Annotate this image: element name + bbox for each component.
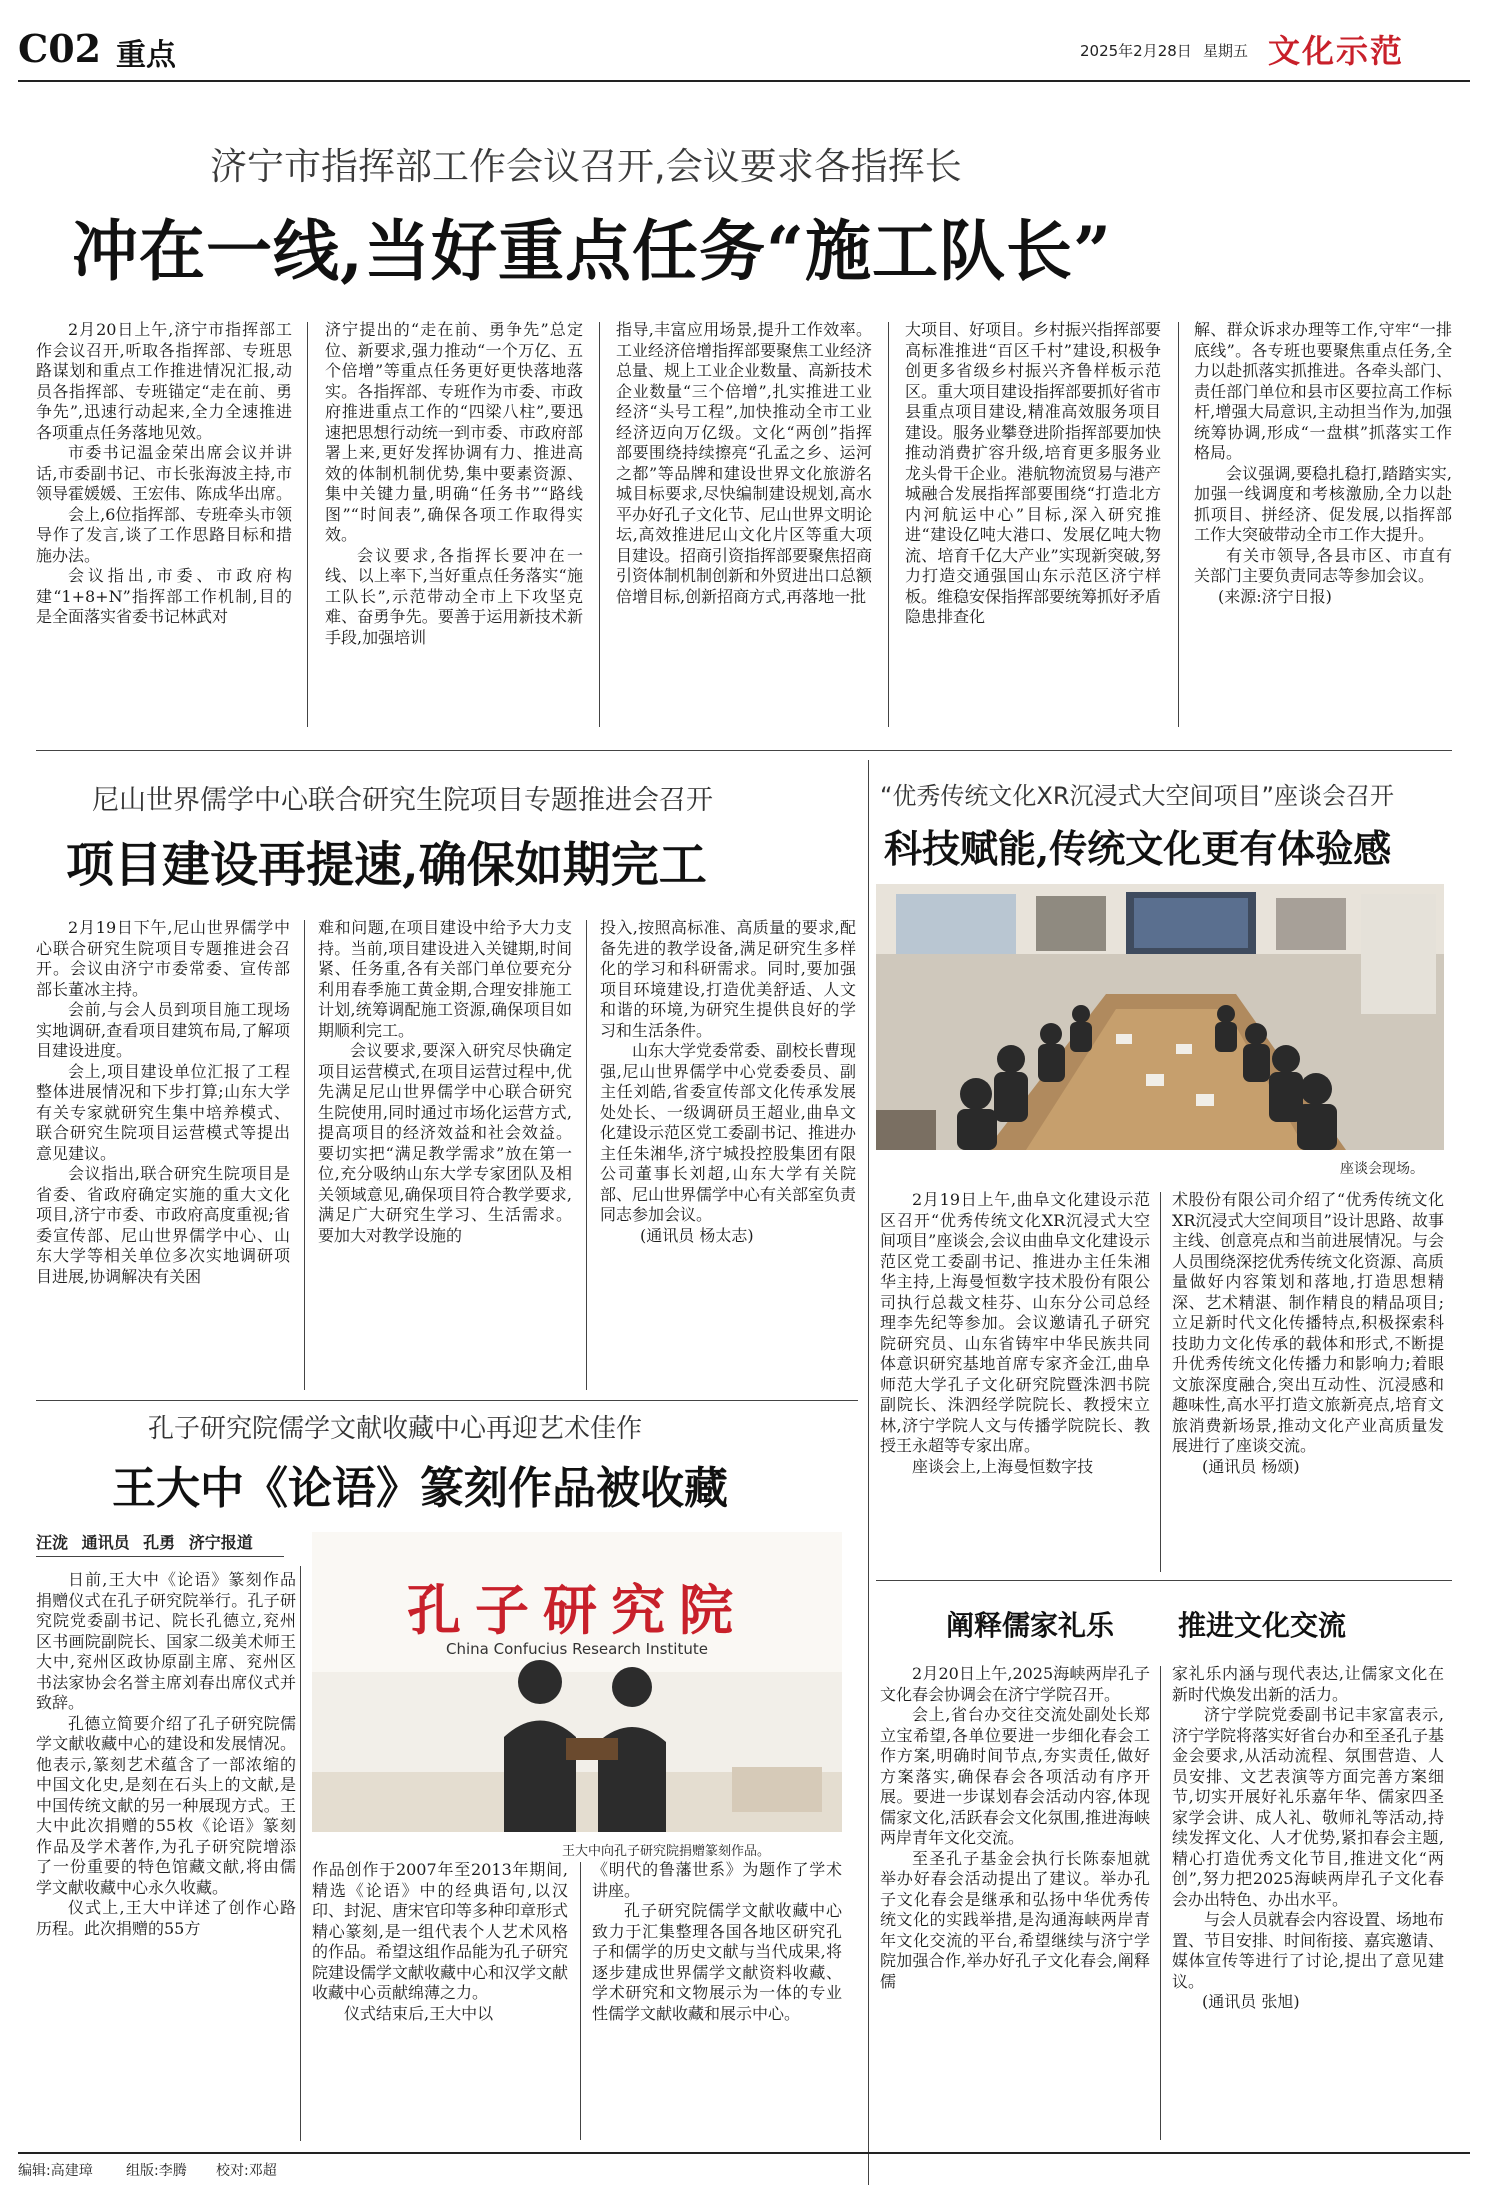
article2-title: 项目建设再提速,确保如期完工	[66, 837, 707, 893]
article2-col2	[318, 918, 572, 1392]
article3-subtitle: “优秀传统文化XR沉浸式大空间项目”座谈会召开	[880, 782, 1394, 810]
article1-col4	[905, 320, 1161, 730]
institute-sign-en: China Confucius Research Institute	[446, 1640, 708, 1658]
paragraph: 2月19日下午,尼山世界儒学中心联合研究生院项目专题推进会召开。会议由济宁市委常委、宣传部部长董冰主持。	[36, 918, 290, 999]
paragraph: 座谈会上,上海曼恒数字技	[912, 1456, 1094, 1476]
article5-col1	[880, 1664, 1150, 2144]
paragraph: 术股份有限公司介绍了“优秀传统文化XR沉浸式大空间项目”设计思路、故事主线、创意亮点和当前进展情况。与会人员围绕深挖优秀传统文化资源、高质量做好内容策划和落地,打造思想精深、艺术精湛、制作精良的精品项目;立足新时代文化传播特点,积极探索科技助力文化传承的载体和形式,不断提升优秀传统文化传播力和影响力;着眼文旅深度融合,突出互动性、沉浸感和趣味性,高水平打造文旅新亮点,培育文旅消费新场景,推动文化产业高质量发展进行了座谈交流。	[1172, 1190, 1444, 1455]
meeting-room-illustration	[876, 884, 1444, 1150]
article1-col3	[616, 320, 872, 730]
section-divider	[36, 1400, 858, 1401]
article2-col1	[36, 918, 290, 1392]
paragraph: 山东大学党委常委、副校长曹现强,尼山世界儒学中心党委委员、副主任刘皓,省委宣传部文化传承发展处处长、一级调研员王超业,曲阜文化建设示范区党工委副书记、推进办主任朱湘华,济宁城投控股集团有限公司董事长刘超,山东大学有关院部、尼山世界儒学中心有关部室负责同志参加会议。	[600, 1041, 856, 1224]
donation-photo-caption: 王大中向孔子研究院捐赠篆刻作品。	[562, 1844, 771, 1859]
paragraph: 与会人员就春会内容设置、场地布置、节目安排、时间衔接、嘉宾邀请、媒体宣传等进行了讨论,提出了意见建议。	[1172, 1910, 1444, 1991]
paragraph: 投入,按照高标准、高质量的要求,配备先进的教学设备,满足研究生多样化的学习和科研需求。同时,要加强项目环境建设,打造优美舒适、人文和谐的环境,为研究生提供良好的学习和生活条件。	[600, 918, 856, 1040]
column-rule	[1160, 1192, 1161, 1572]
paragraph: 至圣孔子基金会执行长陈泰旭就举办好春会活动提出了建议。举办孔子文化春会是继承和弘扬中华优秀传统文化的实践举措,是沟通海峡两岸青年文化交流的平台,希望继续与济宁学院加强合作,举办好孔子文化春会,阐释儒	[880, 1848, 1150, 1991]
section-divider	[868, 760, 869, 2185]
paragraph: 难和问题,在项目建设中给予大力支持。当前,项目建设进入关键期,时间紧、任务重,各有关部门单位要充分利用春季施工黄金期,合理安排施工计划,统筹调配施工资源,确保项目如期顺利完工。	[318, 918, 572, 1040]
paragraph: 会前,与会人员到项目施工现场实地调研,查看项目建筑布局,了解项目建设进度。	[36, 1000, 290, 1060]
article4-col1	[36, 1570, 296, 2142]
column-rule	[599, 322, 600, 727]
article1-source: (来源:济宁日报)	[1218, 586, 1332, 606]
paragraph: 孔子研究院儒学文献收藏中心致力于汇集整理各国各地区研究孔子和儒学的历史文献与当代成果,将逐步建成世界儒学文献资料收藏、学术研究和文物展示为一体的专业性儒学文献收藏和展示中心。	[592, 1901, 842, 2023]
article3-col1	[880, 1190, 1150, 1575]
article3-title: 科技赋能,传统文化更有体验感	[884, 826, 1392, 871]
page-code: C02	[18, 26, 102, 71]
article3-source: (通讯员 杨颂)	[1202, 1456, 1300, 1476]
paragraph: 会议要求,各指挥长要冲在一线、以上率下,当好重点任务落实“施工队长”,示范带动全市上下攻坚克难、奋勇争先。要善于运用新技术新手段,加强培训	[325, 545, 583, 647]
article5-source: (通讯员 张旭)	[1202, 1992, 1300, 2011]
column-rule	[888, 322, 889, 727]
article1-title: 冲在一线,当好重点任务“施工队长”	[72, 212, 1112, 290]
byline-rule	[36, 1556, 284, 1557]
article2-subtitle: 尼山世界儒学中心联合研究生院项目专题推进会召开	[92, 785, 713, 816]
article1-subtitle: 济宁市指挥部工作会议召开,会议要求各指挥长	[210, 145, 962, 188]
article4-col3	[592, 1860, 842, 2142]
section-divider	[876, 1580, 1452, 1581]
footer-editor: 编辑:高建璋	[18, 2163, 93, 2179]
article4-title: 王大中《论语》篆刻作品被收藏	[112, 1463, 728, 1514]
article5-col2	[1172, 1664, 1444, 2144]
issue-date: 2025年2月28日	[1080, 42, 1192, 60]
paragraph: 指导,丰富应用场景,提升工作效率。工业经济倍增指挥部要聚焦工业经济总量、规上工业企业数量、高新技术企业数量“三个倍增”,扎实推进工业经济“头号工程”,加快推动全市工业经济迈向万亿级。文化“两创”指挥部要围绕持续擦亮“孔孟之乡、运河之都”等品牌和建设世界文化旅游名城目标要求,尽快编制建设规划,高水平办好孔子文化节、尼山世界文明论坛,高效推进尼山文化片区等重大项目建设。招商引资指挥部要聚焦招商引资体制机制创新和外贸进出口总额倍增目标,创新招商方式,再落地一批	[616, 320, 872, 606]
paragraph: 《明代的鲁藩世系》为题作了学术讲座。	[592, 1860, 842, 1900]
column-rule	[307, 322, 308, 727]
column-rule	[1178, 322, 1179, 727]
paragraph: 家礼乐内涵与现代表达,让儒家文化在新时代焕发出新的活力。	[1172, 1664, 1444, 1704]
institute-sign: 孔子研究院	[407, 1578, 747, 1642]
paragraph: 2月19日上午,曲阜文化建设示范区召开“优秀传统文化XR沉浸式大空间项目”座谈会,会议由曲阜文化建设示范区党工委副书记、推进办主任朱湘华主持,上海曼恒数字技术股份有限公司执行总裁文桂芬、山东分公司总经理李先纪等参加。会议邀请孔子研究院研究员、山东省铸牢中华民族共同体意识研究基地首席专家齐金江,曲阜师范大学孔子文化研究院暨洙泗书院副院长、洙泗经学院院长、教授宋立林,济宁学院人文与传播学院院长、教授王永超等专家出席。	[880, 1190, 1150, 1455]
section-name: 重点	[116, 38, 176, 73]
section-divider	[36, 750, 1452, 751]
article4-byline: 汪泷 通讯员 孔勇 济宁报道	[36, 1533, 253, 1552]
footer-layout: 组版:李腾	[126, 2163, 187, 2179]
article3-col2	[1172, 1190, 1444, 1575]
header-rule	[18, 80, 1470, 82]
article1-col2	[325, 320, 583, 730]
paragraph: 2月20日上午,2025海峡两岸孔子文化春会协调会在济宁学院召开。	[880, 1664, 1150, 1704]
paragraph: 济宁提出的“走在前、勇争先”总定位、新要求,强力推动“一个万亿、五个倍增”等重点任务更好更快落地落实。各指挥部、专班作为市委、市政府推进重点工作的“四梁八柱”,要迅速把思想行动统一到市委、市政府部署上来,更好发挥协调有力、推进高效的体制机制优势,集中要素资源、集中关键力量,明确“任务书”“路线图”“时间表”,确保各项工作取得实效。	[325, 320, 583, 544]
article2-col3	[600, 918, 856, 1392]
footer-rule	[18, 2152, 1470, 2154]
article2-source: (通讯员 杨太志)	[640, 1225, 754, 1245]
paragraph: 仪式结束后,王大中以	[344, 2003, 494, 2023]
donation-photo	[312, 1532, 842, 1832]
footer-proof: 校对:邓超	[216, 2163, 277, 2179]
paragraph: 仪式上,王大中详述了创作心路历程。此次捐赠的55方	[36, 1898, 296, 1938]
meeting-photo-caption: 座谈会现场。	[1340, 1161, 1424, 1177]
issue-weekday: 星期五	[1203, 42, 1249, 60]
column-rule	[1160, 1666, 1161, 2140]
paragraph: 会议强调,要稳扎稳打,踏踏实实,加强一线调度和考核激励,全力以赴抓项目、拼经济、促发展,以指挥部工作大突破带动全市工作大提升。	[1194, 463, 1452, 544]
column-rule	[580, 1862, 581, 2140]
column-rule	[304, 920, 305, 1390]
article4-subtitle: 孔子研究院儒学文献收藏中心再迎艺术佳作	[148, 1414, 643, 1444]
paragraph: 有关市领导,各县市区、市直有关部门主要负责同志等参加会议。	[1194, 545, 1452, 585]
paragraph: 会上,项目建设单位汇报了工程整体进展情况和下步打算;山东大学有关专家就研究生集中培养模式、联合研究生院项目运营模式等提出意见建议。	[36, 1061, 290, 1163]
paragraph: 会上,6位指挥部、专班牵头市领导作了发言,谈了工作思路目标和措施办法。	[36, 504, 292, 565]
paragraph: 大项目、好项目。乡村振兴指挥部要高标准推进“百区千村”建设,积极争创更多省级乡村振兴齐鲁样板示范区。重大项目建设指挥部要抓好省市县重点项目建设,精准高效服务项目建设。服务业攀登进阶指挥部要加快推动消费扩容升级,培育更多服务业龙头骨干企业。港航物流贸易与港产城融合发展指挥部要围绕“打造北方内河航运中心”目标,深入研究推进“建设亿吨大港口、发展亿吨大物流、培育千亿大产业”实现新突破,努力打造交通强国山东示范区济宁样板。维稳安保指挥部要统筹抓好矛盾隐患排查化	[905, 320, 1161, 626]
paragraph: 会议要求,要深入研究尽快确定项目运营模式,在项目运营过程中,优先满足尼山世界儒学中心联合研究生院使用,同时通过市场化运营方式,提高项目的经济效益和社会效益。要切实把“满足教学需求”放在第一位,充分吸纳山东大学专家团队及相关领域意见,确保项目符合教学要求,满足广大研究生学习、生活需求。要加大对教学设施的	[318, 1041, 572, 1245]
article4-col2	[312, 1860, 568, 2142]
paragraph: 日前,王大中《论语》篆刻作品捐赠仪式在孔子研究院举行。孔子研究院党委副书记、院长孔德立,兖州区书画院副院长、国家二级美术师王大中,兖州区政协原副主席、兖州区书法家协会名誉主席刘春出席仪式并致辞。	[36, 1570, 296, 1712]
article5-title-right: 推进文化交流	[1178, 1609, 1347, 1642]
paragraph: 济宁学院党委副书记丰家富表示,济宁学院将落实好省台办和至圣孔子基金会要求,从活动流程、氛围营造、人员安排、文艺表演等方面完善方案细节,切实开展好礼乐嘉年华、儒家四圣家学会讲、成人礼、敬师礼等活动,持续发挥文化、人才优势,紧扣春会主题,精心打造优秀文化节目,推进文化“两创”,努力把2025海峡两岸孔子文化春会办出特色、办出水平。	[1172, 1705, 1444, 1909]
paragraph: 孔德立简要介绍了孔子研究院儒学文献收藏中心的建设和发展情况。他表示,篆刻艺术蕴含了一部浓缩的中国文化史,是刻在石头上的文献,是中国传统文献的另一种展现方式。王大中此次捐赠的55枚《论语》篆刻作品及学术著作,为孔子研究院增添了一份重要的特色馆藏文献,将由儒学文献收藏中心永久收藏。	[36, 1713, 296, 1897]
article1-col5	[1194, 320, 1452, 730]
paragraph: 解、群众诉求办理等工作,守牢“一排底线”。各专班也要聚焦重点任务,全力以赴抓落实抓推进。各牵头部门、责任部门单位和县市区要拉高工作标杆,增强大局意识,主动担当作为,加强统筹协调,形成“一盘棋”抓落实工作格局。	[1194, 320, 1452, 462]
paragraph: 会议指出,联合研究生院项目是省委、省政府确定实施的重大文化项目,济宁市委、市政府高度重视;省委宣传部、尼山世界儒学中心、山东大学等相关单位多次实地调研项目进展,协调解决有关困	[36, 1164, 290, 1286]
paragraph: 2月20日上午,济宁市指挥部工作会议召开,听取各指挥部、专班思路谋划和重点工作推进情况汇报,动员各指挥部、专班锚定“走在前、勇争先”,迅速行动起来,全力全速推进各项重点任务落地见效。	[36, 320, 292, 442]
column-rule	[586, 920, 587, 1390]
masthead-logo: 文化示范	[1268, 32, 1405, 70]
article1-col1	[36, 320, 292, 730]
column-rule	[300, 1566, 301, 2141]
paragraph: 市委书记温金荣出席会议并讲话,市委副书记、市长张海波主持,市领导霍媛媛、王宏伟、陈成华出席。	[36, 443, 292, 503]
article5-title-left: 阐释儒家礼乐	[946, 1609, 1115, 1642]
meeting-photo	[876, 884, 1444, 1150]
paragraph: 会上,省台办交往交流处副处长郑立宝希望,各单位要进一步细化春会工作方案,明确时间节点,夯实责任,做好方案落实,确保春会各项活动有序开展。要进一步谋划春会活动内容,体现儒家文化,活跃春会文化氛围,推进海峡两岸青年文化交流。	[880, 1705, 1150, 1847]
paragraph: 作品创作于2007年至2013年期间,精选《论语》中的经典语句,以汉印、封泥、唐宋官印等多种印章形式精心篆刻,是一组代表个人艺术风格的作品。希望这组作品能为孔子研究院建设儒学文献收藏中心和汉学文献收藏中心贡献绵薄之力。	[312, 1860, 568, 2002]
paragraph: 会议指出,市委、市政府构建“1+8+N”指挥部工作机制,目的是全面落实省委书记林武对	[36, 566, 292, 626]
